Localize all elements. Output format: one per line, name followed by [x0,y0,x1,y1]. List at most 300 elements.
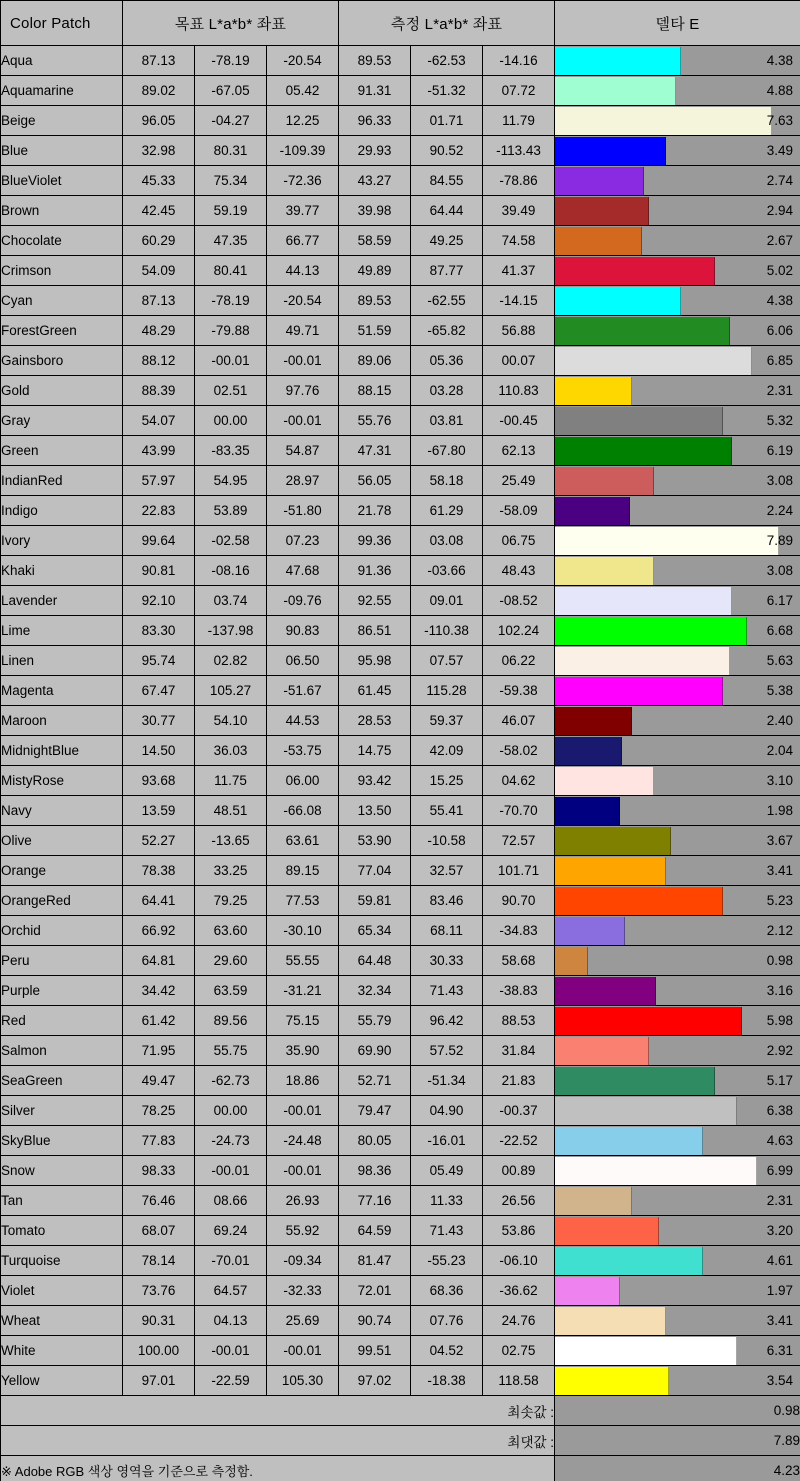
target-b: 26.93 [267,1186,339,1216]
color-swatch-bar [555,77,676,105]
measured-a: -51.34 [411,1066,483,1096]
delta-e-bar-cell [555,586,800,616]
delta-e-bar-cell [555,886,800,916]
delta-e-bar-cell [555,1216,800,1246]
color-patch-name: Yellow [1,1366,123,1396]
color-swatch-bar [555,1007,742,1035]
delta-e-bar-cell [555,616,800,646]
table-row [1,706,800,736]
measured-b: -78.86 [483,166,555,196]
target-l: 78.14 [123,1246,195,1276]
measured-l: 28.53 [339,706,411,736]
target-a: 00.00 [195,1096,267,1126]
target-l: 87.13 [123,46,195,76]
color-swatch-bar [555,617,747,645]
measured-l: 61.45 [339,676,411,706]
target-b: 89.15 [267,856,339,886]
target-a: -70.01 [195,1246,267,1276]
target-l: 14.50 [123,736,195,766]
delta-e-bar-cell [555,526,800,556]
target-l: 76.46 [123,1186,195,1216]
color-swatch-bar [555,1187,632,1215]
table-row [1,1186,800,1216]
footnote: ※ Adobe RGB 색상 영역을 기준으로 측정함. [1,1456,555,1481]
target-a: 54.95 [195,466,267,496]
delta-e-bar-wrap [555,137,800,165]
measured-l: 58.59 [339,226,411,256]
measured-l: 55.76 [339,406,411,436]
table-row [1,346,800,376]
color-swatch-bar [555,1067,715,1095]
target-l: 93.68 [123,766,195,796]
delta-e-value: 2.04 [766,742,794,758]
target-b: -00.01 [267,1096,339,1126]
measured-a: 68.11 [411,916,483,946]
table-row [1,256,800,286]
target-b: -24.48 [267,1126,339,1156]
target-a: 03.74 [195,586,267,616]
table-row [1,856,800,886]
target-b: -72.36 [267,166,339,196]
measured-l: 95.98 [339,646,411,676]
color-patch-name: Salmon [1,1036,123,1066]
color-patch-name: Indigo [1,496,123,526]
target-a: -00.01 [195,346,267,376]
delta-e-bar-wrap [555,407,800,435]
table-row [1,286,800,316]
measured-l: 98.36 [339,1156,411,1186]
delta-e-bar-wrap [555,707,800,735]
target-a: -67.05 [195,76,267,106]
target-l: 90.81 [123,556,195,586]
measured-a: -110.38 [411,616,483,646]
target-b: -00.01 [267,1336,339,1366]
target-a: 02.82 [195,646,267,676]
delta-e-bar-wrap [555,1247,800,1275]
target-a: -78.19 [195,46,267,76]
delta-e-bar-wrap [555,737,800,765]
target-l: 13.59 [123,796,195,826]
delta-e-bar-cell [555,1096,800,1126]
measured-l: 64.48 [339,946,411,976]
target-a: 54.10 [195,706,267,736]
color-swatch-bar [555,197,649,225]
measured-a: 64.44 [411,196,483,226]
color-swatch-bar [555,1337,737,1365]
measured-l: 86.51 [339,616,411,646]
target-b: 66.77 [267,226,339,256]
average-value: 4.23 [555,1456,800,1481]
delta-e-value: 5.32 [766,412,794,428]
measured-l: 65.34 [339,916,411,946]
color-patch-name: Brown [1,196,123,226]
delta-e-bar-cell [555,436,800,466]
table-row [1,436,800,466]
measured-l: 56.05 [339,466,411,496]
target-l: 32.98 [123,136,195,166]
measured-b: 00.07 [483,346,555,376]
table-row [1,796,800,826]
delta-e-bar-cell [555,136,800,166]
target-a: 63.59 [195,976,267,1006]
color-patch-name: Navy [1,796,123,826]
target-l: 57.97 [123,466,195,496]
delta-e-bar-cell [555,1186,800,1216]
table-row [1,1246,800,1276]
color-patch-name: MistyRose [1,766,123,796]
delta-e-bar-cell [555,196,800,226]
measured-b: 88.53 [483,1006,555,1036]
measured-a: 01.71 [411,106,483,136]
color-patch-name: SeaGreen [1,1066,123,1096]
target-b: -09.76 [267,586,339,616]
target-l: 34.42 [123,976,195,1006]
measured-b: 62.13 [483,436,555,466]
measured-a: 05.49 [411,1156,483,1186]
target-b: -32.33 [267,1276,339,1306]
delta-e-bar-wrap [555,377,800,405]
measured-l: 29.93 [339,136,411,166]
color-swatch-bar [555,767,654,795]
measured-l: 80.05 [339,1126,411,1156]
measured-l: 99.36 [339,526,411,556]
delta-e-value: 6.68 [766,622,794,638]
target-b: -20.54 [267,286,339,316]
target-b: 05.42 [267,76,339,106]
measured-l: 97.02 [339,1366,411,1396]
measured-b: 74.58 [483,226,555,256]
target-l: 67.47 [123,676,195,706]
measured-l: 91.31 [339,76,411,106]
delta-e-bar-cell [555,256,800,286]
measured-a: 15.25 [411,766,483,796]
measured-l: 79.47 [339,1096,411,1126]
delta-e-bar-wrap [555,347,800,375]
target-a: 47.35 [195,226,267,256]
target-a: -02.58 [195,526,267,556]
target-a: 04.13 [195,1306,267,1336]
table-row [1,1156,800,1186]
summary-row-max [1,1426,800,1456]
target-a: 89.56 [195,1006,267,1036]
table-row [1,916,800,946]
delta-e-value: 3.67 [766,832,794,848]
color-swatch-bar [555,1217,659,1245]
table-row [1,886,800,916]
measured-l: 51.59 [339,316,411,346]
measured-b: -14.15 [483,286,555,316]
delta-e-bar-wrap [555,767,800,795]
color-patch-name: Tan [1,1186,123,1216]
measured-a: -67.80 [411,436,483,466]
target-b: 39.77 [267,196,339,226]
color-swatch-bar [555,47,681,75]
target-l: 99.64 [123,526,195,556]
target-l: 78.25 [123,1096,195,1126]
measured-l: 81.47 [339,1246,411,1276]
color-patch-name: Purple [1,976,123,1006]
target-b: 44.13 [267,256,339,286]
measured-b: -00.45 [483,406,555,436]
measured-a: 07.76 [411,1306,483,1336]
measured-b: 00.89 [483,1156,555,1186]
delta-e-bar-cell [555,1066,800,1096]
color-patch-name: Magenta [1,676,123,706]
delta-e-bar-wrap [555,1277,800,1305]
color-patch-name: Lime [1,616,123,646]
table-row [1,646,800,676]
measured-b: 26.56 [483,1186,555,1216]
target-b: 06.50 [267,646,339,676]
target-b: 55.92 [267,1216,339,1246]
color-swatch-bar [555,707,632,735]
measured-l: 96.33 [339,106,411,136]
measured-a: 71.43 [411,976,483,1006]
delta-e-bar-wrap [555,107,800,135]
color-patch-name: Linen [1,646,123,676]
color-patch-name: Beige [1,106,123,136]
target-a: 33.25 [195,856,267,886]
delta-e-value: 7.63 [766,112,794,128]
target-a: 69.24 [195,1216,267,1246]
color-swatch-bar [555,587,732,615]
delta-e-bar-wrap [555,587,800,615]
measured-b: 41.37 [483,256,555,286]
target-b: 75.15 [267,1006,339,1036]
target-a: -22.59 [195,1366,267,1396]
color-patch-name: Tomato [1,1216,123,1246]
target-b: 12.25 [267,106,339,136]
table-row [1,766,800,796]
measured-a: -62.53 [411,46,483,76]
measured-a: 55.41 [411,796,483,826]
target-b: -00.01 [267,406,339,436]
table-row [1,466,800,496]
target-l: 100.00 [123,1336,195,1366]
measured-b: 02.75 [483,1336,555,1366]
color-patch-name: Orange [1,856,123,886]
delta-e-bar-wrap [555,527,800,555]
target-l: 95.74 [123,646,195,676]
measured-b: 101.71 [483,856,555,886]
color-swatch-bar [555,947,588,975]
measured-b: -38.83 [483,976,555,1006]
measured-b: 46.07 [483,706,555,736]
delta-e-bar-wrap [555,47,800,75]
delta-e-bar-wrap [555,77,800,105]
delta-e-bar-cell [555,496,800,526]
delta-e-bar-cell [555,1246,800,1276]
table-body [1,46,800,1396]
delta-e-bar-cell [555,376,800,406]
target-l: 73.76 [123,1276,195,1306]
delta-e-value: 3.41 [766,862,794,878]
delta-e-bar-cell [555,106,800,136]
target-a: -04.27 [195,106,267,136]
color-patch-name: White [1,1336,123,1366]
table-row [1,316,800,346]
color-swatch-bar [555,887,723,915]
target-a: 11.75 [195,766,267,796]
delta-e-bar-wrap [555,497,800,525]
target-l: 68.07 [123,1216,195,1246]
measured-a: -55.23 [411,1246,483,1276]
measured-l: 90.74 [339,1306,411,1336]
target-b: -53.75 [267,736,339,766]
color-patch-name: Maroon [1,706,123,736]
target-l: 66.92 [123,916,195,946]
color-swatch-bar [555,437,732,465]
target-b: -66.08 [267,796,339,826]
delta-e-bar-cell [555,1336,800,1366]
delta-e-value: 6.85 [766,352,794,368]
target-a: -00.01 [195,1336,267,1366]
measured-a: 115.28 [411,676,483,706]
color-patch-name: Peru [1,946,123,976]
delta-e-bar-wrap [555,1217,800,1245]
delta-e-bar-cell [555,1156,800,1186]
target-a: 53.89 [195,496,267,526]
measured-a: 03.28 [411,376,483,406]
color-patch-name: Cyan [1,286,123,316]
color-patch-name: OrangeRed [1,886,123,916]
measured-b: 72.57 [483,826,555,856]
table-row [1,376,800,406]
measured-a: 07.57 [411,646,483,676]
delta-e-value: 1.98 [766,802,794,818]
measured-a: 59.37 [411,706,483,736]
column-header-measured-lab: 측정 L*a*b* 좌표 [339,1,555,46]
measured-b: -06.10 [483,1246,555,1276]
measured-a: 90.52 [411,136,483,166]
delta-e-bar-cell [555,976,800,1006]
measured-l: 89.53 [339,46,411,76]
target-b: 07.23 [267,526,339,556]
table-row [1,1336,800,1366]
delta-e-value: 2.24 [766,502,794,518]
table-row [1,1096,800,1126]
color-patch-name: MidnightBlue [1,736,123,766]
delta-e-bar-cell [555,1006,800,1036]
measured-l: 55.79 [339,1006,411,1036]
color-swatch-bar [555,467,654,495]
target-a: 75.34 [195,166,267,196]
measured-a: -65.82 [411,316,483,346]
delta-e-value: 4.61 [766,1252,794,1268]
color-swatch-bar [555,287,681,315]
delta-e-bar-cell [555,706,800,736]
delta-e-bar-cell [555,856,800,886]
target-l: 83.30 [123,616,195,646]
target-b: 97.76 [267,376,339,406]
delta-e-bar-cell [555,1306,800,1336]
target-l: 64.41 [123,886,195,916]
color-swatch-bar [555,557,654,585]
target-b: -109.39 [267,136,339,166]
measured-b: 06.22 [483,646,555,676]
measured-l: 88.15 [339,376,411,406]
measured-l: 32.34 [339,976,411,1006]
min-label: 최솟값 : [1,1396,555,1426]
delta-e-value: 5.02 [766,262,794,278]
measured-l: 39.98 [339,196,411,226]
table-row [1,586,800,616]
measured-a: -62.55 [411,286,483,316]
delta-e-bar-cell [555,166,800,196]
delta-e-bar-cell [555,916,800,946]
target-a: -13.65 [195,826,267,856]
color-patch-name: Snow [1,1156,123,1186]
delta-e-bar-cell [555,1126,800,1156]
delta-e-value: 6.19 [766,442,794,458]
target-b: -51.80 [267,496,339,526]
target-a: -79.88 [195,316,267,346]
target-a: 08.66 [195,1186,267,1216]
table-row [1,676,800,706]
measured-a: 05.36 [411,346,483,376]
color-patch-name: SkyBlue [1,1126,123,1156]
target-a: 105.27 [195,676,267,706]
delta-e-bar-cell [555,226,800,256]
target-a: -24.73 [195,1126,267,1156]
measured-b: 21.83 [483,1066,555,1096]
measured-a: 09.01 [411,586,483,616]
measured-b: -34.83 [483,916,555,946]
table-row [1,736,800,766]
target-b: 105.30 [267,1366,339,1396]
target-l: 54.09 [123,256,195,286]
measured-a: 49.25 [411,226,483,256]
measured-a: 96.42 [411,1006,483,1036]
measured-b: -58.02 [483,736,555,766]
measured-b: -70.70 [483,796,555,826]
target-a: 80.31 [195,136,267,166]
delta-e-bar-cell [555,46,800,76]
color-patch-name: Violet [1,1276,123,1306]
target-a: 63.60 [195,916,267,946]
color-patch-name: Gray [1,406,123,436]
color-swatch-bar [555,1367,669,1395]
target-a: 29.60 [195,946,267,976]
delta-e-value: 3.08 [766,562,794,578]
color-patch-name: Red [1,1006,123,1036]
table-row [1,1126,800,1156]
color-patch-name: Orchid [1,916,123,946]
target-a: 55.75 [195,1036,267,1066]
delta-e-value: 5.17 [766,1072,794,1088]
delta-e-bar-wrap [555,947,800,975]
delta-e-bar-wrap [555,467,800,495]
table-row [1,46,800,76]
measured-a: 83.46 [411,886,483,916]
delta-e-value: 3.54 [766,1372,794,1388]
target-a: 80.41 [195,256,267,286]
measured-b: 04.62 [483,766,555,796]
target-l: 92.10 [123,586,195,616]
target-b: 35.90 [267,1036,339,1066]
measured-b: -00.37 [483,1096,555,1126]
min-value: 0.98 [555,1396,800,1426]
target-l: 88.12 [123,346,195,376]
color-patch-name: Chocolate [1,226,123,256]
delta-e-value: 5.63 [766,652,794,668]
table-row [1,136,800,166]
delta-e-value: 0.98 [766,952,794,968]
table-row [1,556,800,586]
measured-b: -58.09 [483,496,555,526]
table-row [1,1276,800,1306]
measured-b: 102.24 [483,616,555,646]
